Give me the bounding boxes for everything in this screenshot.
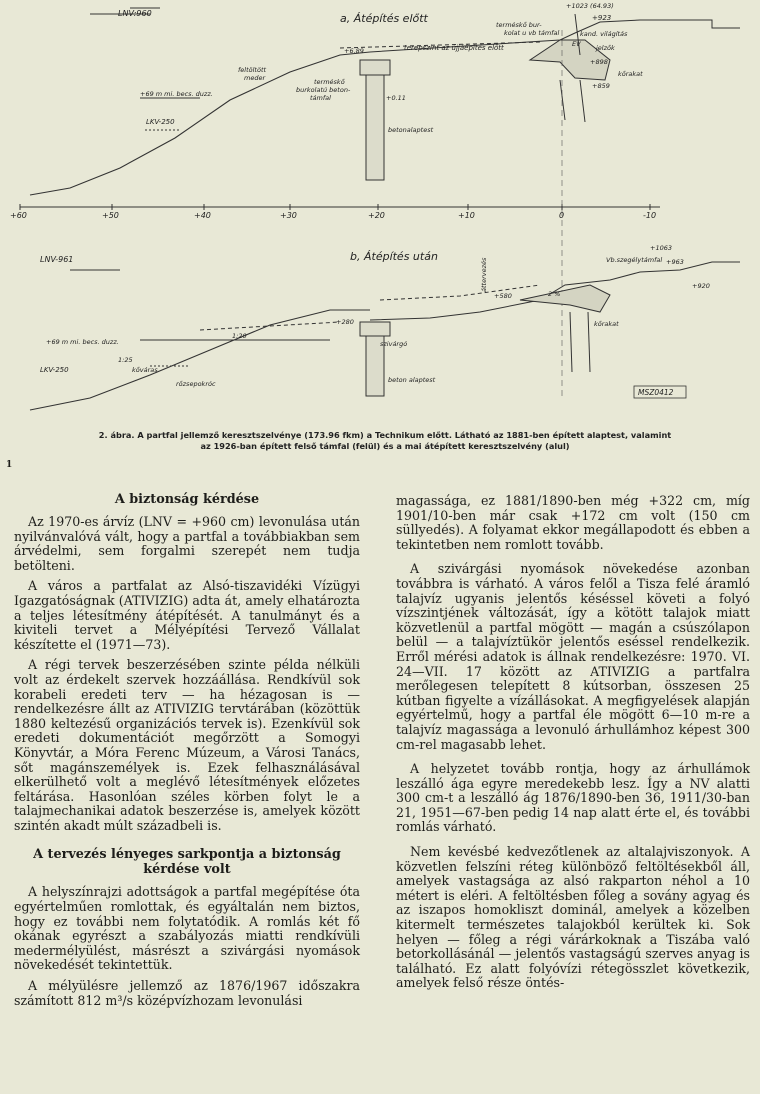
axis-tick: +30 <box>280 211 297 220</box>
paragraph: Az 1970-es árvíz (LNV = +960 cm) levonulása után nyilvánvalóvá vált, hogy a partfal a továbbiakban sem árvédelmi, sem forgalmi szerepét nem tudja betölteni. <box>14 514 360 573</box>
caption-line-2: az 1926-ban épített felső támfal (felül) és a mai átépített keresztszelvény (alul) <box>200 440 570 451</box>
b-v920: +920 <box>692 282 710 290</box>
a-kovezet2: kolat u vb támfal <box>504 29 560 37</box>
b-lkv: LKV-250 <box>40 366 69 374</box>
a-vilagitas: kand. világítás <box>580 30 628 38</box>
b-vbszeg: Vb.szegélytámfal <box>606 256 663 264</box>
a-v011: +0.11 <box>386 94 406 102</box>
a-meder: meder <box>244 74 266 82</box>
section-a-title: a, Átépítés előtt <box>340 12 428 25</box>
caption-line-1: 2. ábra. A partfal jellemző keresztszelvénye (173.96 fkm) a Technikum előtt. Látható az 1881-ben épített alaptest, valamint <box>98 430 672 440</box>
a-korakat: kőrakat <box>618 70 643 78</box>
b-korakat: kőrakat <box>594 320 619 328</box>
a-v859: +859 <box>592 82 610 90</box>
b-betonalaptest: beton alaptest <box>388 376 436 384</box>
paragraph: A régi tervek beszerzésében szinte példa nélküli volt az érdekelt szervek hozzáállása. Rendkívül sok korabeli eredeti terv — ha hézagosan is — rendelkezésre állt az ATIVIZIG tervtárában (közöttük 1880 keltezésű organizációs tervek is). Ezenkívül sok eredeti dokumentációt megőrzött a Somogyi Könyvtár, a Móra Ferenc Múzeum, a Városi Tanács, sőt magánszemélyek is. Ezek felhasználásával elkerülhető volt a meglévő létesítmények előzetes feltárása. Hasonlóan széles körben folyt le a talajmechanikai adatok beszerzése is, amelyek között szintén akadt múlt századbeli is. <box>14 657 360 833</box>
axis-tick: 0 <box>559 211 565 220</box>
b-kovaras: kőváras <box>132 366 158 374</box>
left-column <box>14 488 360 1014</box>
a-v898: +898 <box>590 58 608 66</box>
figure-caption <box>40 430 730 451</box>
a-top-level: +1023 (64.93) <box>566 2 614 10</box>
a-jelzok: jelzők <box>596 44 615 52</box>
b-rozsepokroc: rőzsepokróc <box>176 380 216 388</box>
b-lnv-label: LNV-961 <box>40 255 74 264</box>
a-betonalaptest: betonalaptest <box>388 126 434 134</box>
paragraph: A helyszínrajzi adottságok a partfal megépítése óta egyértelműen romlottak, és egyáltalán nem biztos, hogy ez további nem folytatódik. A romlás két fő okának egyrészt a szabályozás miatti rendkívüli medermélyülést, másrészt a szivárgási nyomások növekedését tekintettük. <box>14 884 360 973</box>
a-feltoltott: feltöltött <box>238 66 267 74</box>
axis-tick: +20 <box>368 211 385 220</box>
section-heading: A tervezés lényeges sarkpontja a biztonság kérdése volt <box>33 847 341 878</box>
axis-ticks <box>10 211 656 220</box>
a-lnv-label: LNV:960 <box>118 9 152 18</box>
paragraph: A szivárgási nyomások növekedése azonban továbbra is várható. A város felől a Tisza felé áramló talajvíz ugyanis jelentős késéssel követi a folyó vízszintjének változását, így a kötött talajok miatt közvetlenül a partfal mögött — magán a csúszólapon belül — a talajvíztükör jelentős eséssel rendelkezik. Erről mérési adatok is állnak rendelkezésre: 1970. VI. 24—VII. 17 között az ATIVIZIG a partfalra merőlegesen telepített 8 kútsorban, összesen 25 kútban figyelte a vízállásokat. A megfigyelések alapján egyértelmű, hogy a partfal éle mögött 6—10 m-re a talajvíz magassága a levonuló árhullámhoz képest 300 cm-rel magasabb lehet. <box>396 561 750 752</box>
section-b <box>30 262 740 410</box>
a-v689: +6.89 <box>344 47 364 55</box>
a-v923: +923 <box>592 14 612 22</box>
page-marker: 1 <box>6 460 13 470</box>
a-mv: +69 m mi. becs. duzz. <box>140 90 213 98</box>
a-kovezet: terméskő bur- <box>496 21 542 29</box>
a-burkolatu: burkolatú beton- <box>296 86 351 94</box>
paragraph: A mélyülésre jellemző az 1876/1967 időszakra számított 812 m³/s középvízhozam levonulási <box>14 978 360 1008</box>
b-v1063: +1063 <box>650 244 672 252</box>
b-slope: 2 % <box>548 290 561 298</box>
section-heading: A biztonság kérdése <box>114 492 260 507</box>
b-attervezes: áttervezés <box>480 257 488 292</box>
b-v280: +280 <box>336 318 354 326</box>
a-terepszint: terepszint az újjáépítés előtt <box>404 44 504 52</box>
axis-tick: -10 <box>643 211 657 220</box>
section-a <box>30 8 740 195</box>
a-tamfal: támfal <box>310 94 331 102</box>
paragraph: Nem kevésbé kedvezőtlenek az altalajviszonyok. A közvetlen felszíni réteg különböző feltöltésekből áll, amelyek vastagsága az alsó rakparton néhol a 10 métert is eléri. A feltöltésben főleg a sovány agyag és az iszapos homokliszt dominál, amelyek a közelben kitermelt természetes talajokból kerültek ki. Sok helyen — főleg a régi várárkoknak a Tiszába való betorkollásánál — jelentős vastagságú szerves anyag is található. Ez alatt folyóvízi rétegösszlet következik, amelyek felső része öntés- <box>396 844 750 991</box>
a-lkv: LKV-250 <box>146 118 175 126</box>
paragraph: magassága, ez 1881/1890-ben még +322 cm, míg 1901/10-ben már csak +172 cm volt (150 cm süllyedés). A folyamat ekkor megállapodott és ebben a tekintetben nem romlott tovább. <box>396 493 750 552</box>
b-szivargo: szivárgó <box>380 340 408 348</box>
paragraph: A helyzetet tovább rontja, hogy az árhullámok leszálló ága egyre meredekebb lesz. Így a NV alatti 300 cm-t a leszálló ág 1876/1890-ben 36, 1911/30-ban 21, 1951—67-ben pedig 14 nap alatt érte el, és további romlás várható. <box>396 761 750 835</box>
cross-section-figure <box>0 0 760 430</box>
distance-axis <box>20 204 660 210</box>
right-column <box>396 494 750 997</box>
a-ev: EV <box>572 40 581 48</box>
axis-tick: +10 <box>458 211 475 220</box>
b-s125: 1:25 <box>118 356 133 364</box>
axis-tick: +60 <box>10 211 27 220</box>
axis-tick: +50 <box>102 211 119 220</box>
b-v963: +963 <box>666 258 684 266</box>
axis-tick: +40 <box>194 211 211 220</box>
a-termesko: terméskő <box>314 78 345 86</box>
b-stamp: MSZ0412 <box>638 388 674 397</box>
b-s120: 1:20 <box>232 332 247 340</box>
b-mv: +69 m mi. becs. duzz. <box>46 338 119 346</box>
paragraph: A város a partfalat az Alsó-tiszavidéki Vízügyi Igazgatóságnak (ATIVIZIG) adta át, amely elhatározta a teljes létesítmény átépítését. A tanulmányt és a kiviteli tervet a Mélyépítési Tervező Vállalat készítette el (1971—73). <box>14 578 360 652</box>
b-v580: +580 <box>494 292 512 300</box>
section-b-title: b, Átépítés után <box>350 250 438 263</box>
